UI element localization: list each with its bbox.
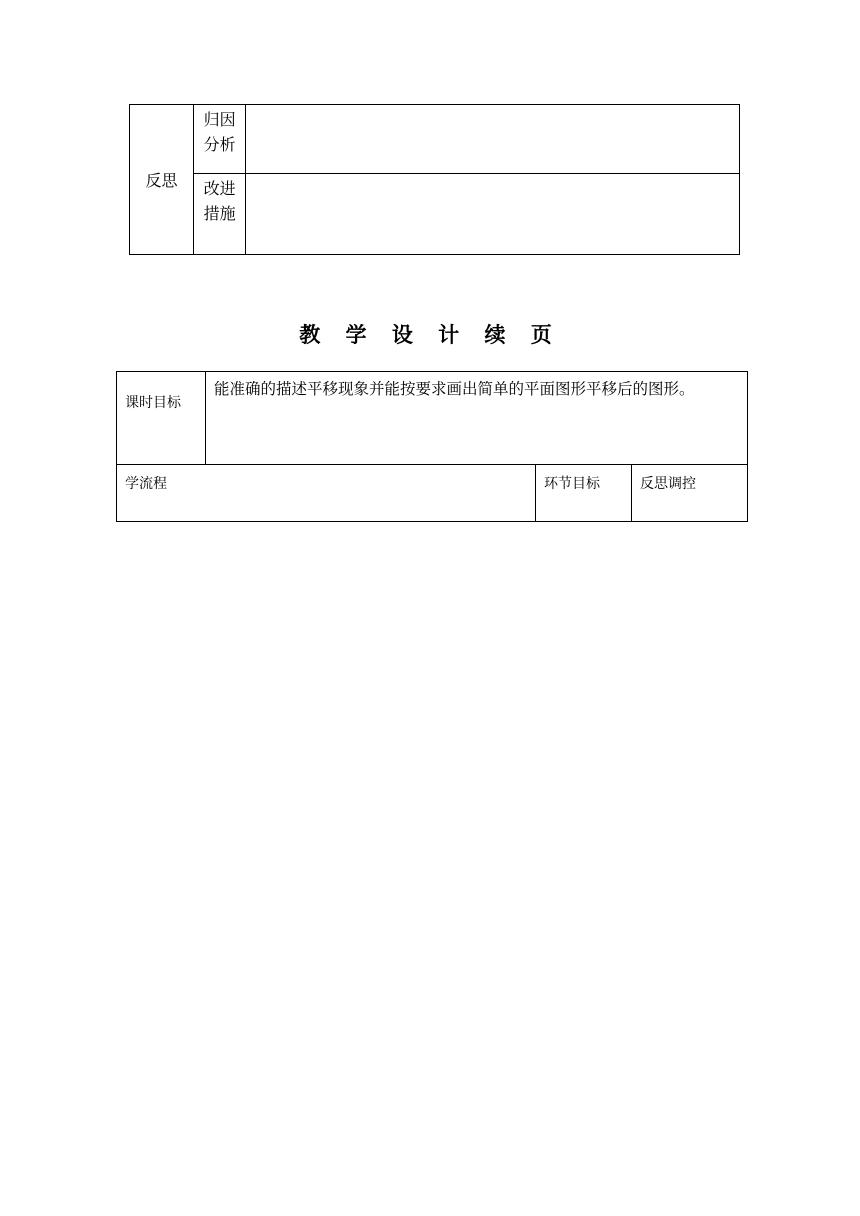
- attribution-analysis-cell[interactable]: [246, 105, 740, 174]
- attribution-label-line1: 归因: [203, 110, 236, 129]
- reflect-adjust-header: 反思调控: [632, 465, 748, 522]
- lesson-goal-row: [117, 372, 748, 465]
- improvement-measures-cell[interactable]: [246, 174, 740, 255]
- reflection-table: [129, 104, 740, 255]
- improvement-label-line1: 改进: [203, 179, 236, 198]
- reflection-row-improvement: [130, 174, 740, 255]
- page-title: 教 学 设 计 续 页: [299, 323, 561, 347]
- lesson-goal-text: 能准确的描述平移现象并能按要求画出简单的平面图形平移后的图形。: [206, 372, 748, 465]
- improvement-label-line2: 措施: [203, 204, 236, 223]
- attribution-label-line2: 分析: [203, 135, 236, 154]
- stage-goal-header: 环节目标: [536, 465, 632, 522]
- attribution-analysis-label: [194, 105, 246, 174]
- improvement-measures-label: [194, 174, 246, 255]
- lesson-plan-table: [116, 371, 748, 522]
- reflection-label: 反思: [130, 105, 194, 255]
- lesson-goal-label: 课时目标: [117, 372, 206, 465]
- header-row: [117, 465, 748, 522]
- reflection-row-attribution: [130, 105, 740, 174]
- process-header: 学流程: [117, 465, 536, 522]
